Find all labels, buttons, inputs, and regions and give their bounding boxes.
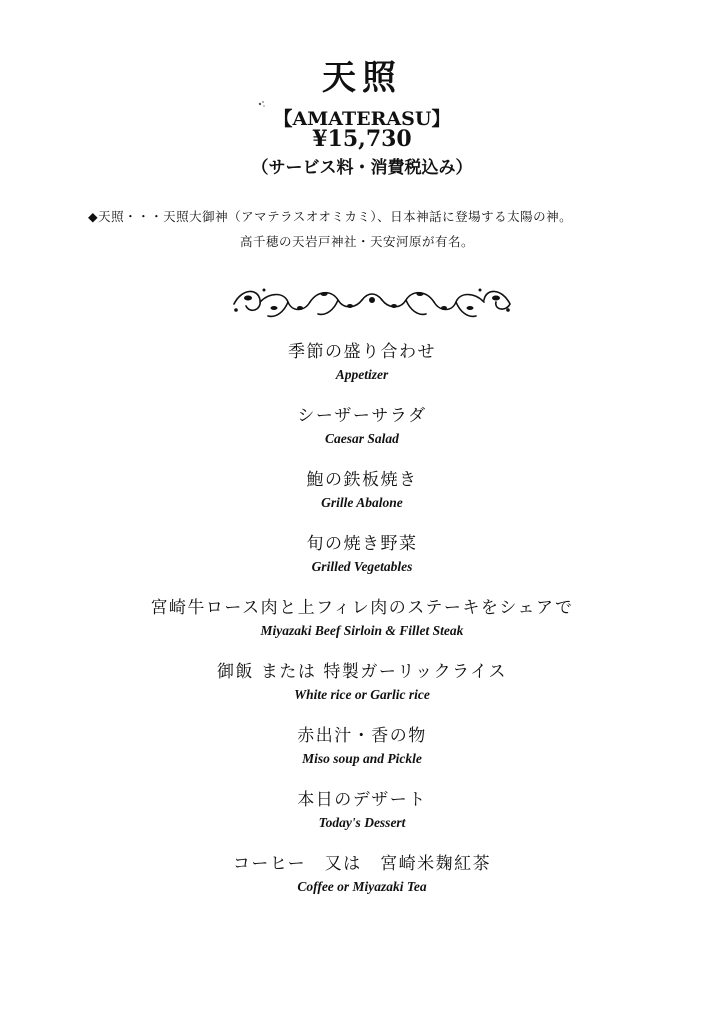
course-list [0, 339, 724, 915]
menu-title: 天照 [322, 58, 402, 98]
course-name-jp: 旬の焼き野菜 [306, 534, 418, 554]
course-item [0, 467, 724, 531]
course-name-jp: 宮崎牛ロース肉と上フィレ肉のステーキをシェアで [150, 598, 574, 618]
course-item [0, 339, 724, 403]
course-item [0, 531, 724, 595]
menu-subtitle: 【AMATERASU】 [273, 108, 451, 130]
course-item [0, 723, 724, 787]
description [88, 204, 678, 254]
course-name-en: Caesar Salad [325, 431, 399, 446]
course-name-en: Today's Dessert [318, 815, 406, 830]
course-item [0, 595, 724, 659]
course-name-en: Miyazaki Beef Sirloin & Fillet Steak [260, 623, 464, 638]
course-item [0, 787, 724, 851]
course-name-en: White rice or Garlic rice [294, 687, 430, 702]
course-name-jp: 鮑の鉄板焼き [306, 470, 418, 490]
course-name-en: Miso soup and Pickle [302, 751, 422, 766]
course-name-jp: シーザーサラダ [297, 406, 427, 426]
course-name-en: Appetizer [335, 367, 389, 382]
course-name-en: Grille Abalone [321, 495, 403, 510]
course-item [0, 403, 724, 467]
course-name-en: Coffee or Miyazaki Tea [297, 879, 427, 894]
course-item [0, 659, 724, 723]
course-name-en: Grilled Vegetables [311, 559, 413, 574]
course-name-jp: 季節の盛り合わせ [288, 342, 436, 362]
menu-price: ¥15,730 [312, 126, 412, 152]
floral-scroll-divider-icon [228, 278, 516, 326]
description-line-1: ◆天照・・・天照大御神（アマテラスオオミカミ）、日本神話に登場する太陽の神。 [88, 209, 573, 224]
description-line-2: 高千穂の天岩戸神社・天安河原が有名。 [240, 234, 475, 249]
course-name-jp: コーヒー 又は 宮崎米麹紅茶 [232, 854, 492, 874]
course-name-jp: 本日のデザート [297, 790, 427, 810]
tax-note: （サービス料・消費税込み） [251, 158, 473, 178]
course-item [0, 851, 724, 915]
course-name-jp: 赤出汁・香の物 [297, 726, 427, 746]
course-name-jp: 御飯 または 特製ガーリックライス [217, 662, 507, 682]
